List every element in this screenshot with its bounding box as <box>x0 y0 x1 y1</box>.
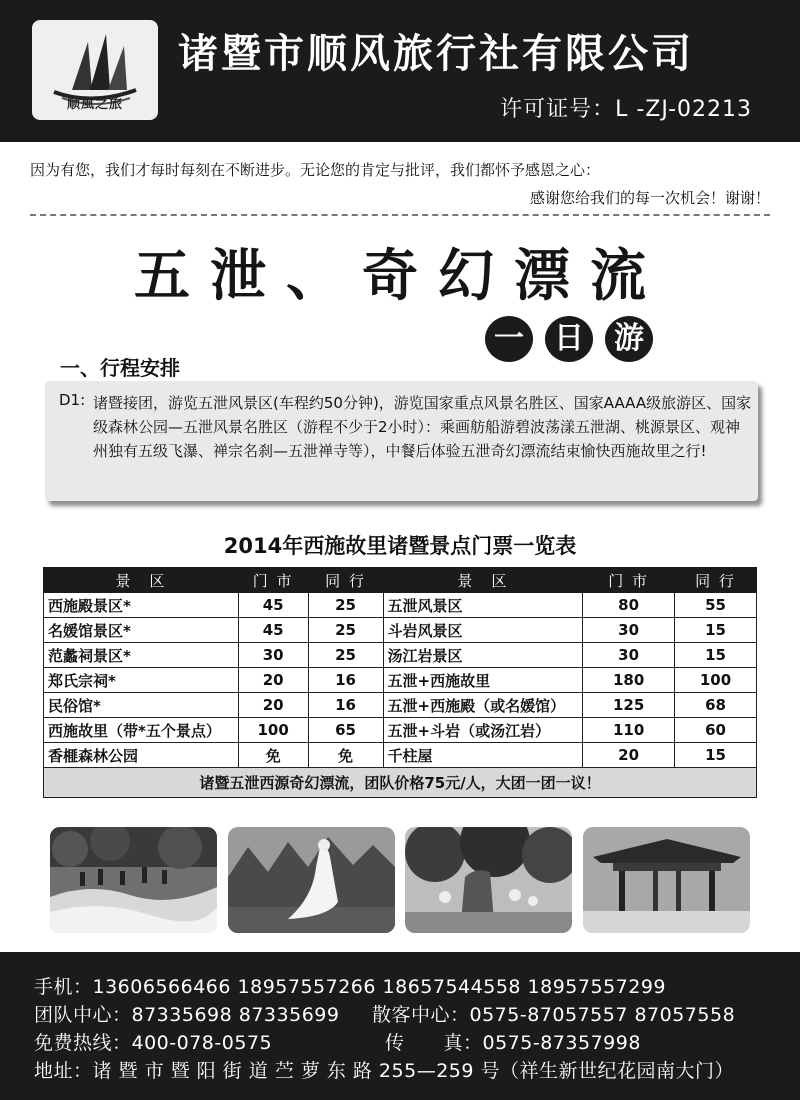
table-cell: 100 <box>238 718 308 743</box>
table-cell: 55 <box>675 593 757 618</box>
fax-number: 传 真：0575-87357998 <box>385 1032 641 1054</box>
table-cell: 名媛馆景区* <box>44 618 239 643</box>
statue-photo <box>228 827 395 933</box>
dashed-divider <box>30 214 770 216</box>
table-cell: 20 <box>583 743 675 768</box>
table-cell: 15 <box>675 743 757 768</box>
table-cell: 65 <box>308 718 383 743</box>
table-cell: 郑氏宗祠* <box>44 668 239 693</box>
table-cell: 25 <box>308 643 383 668</box>
company-name: 诸暨市顺风旅行社有限公司 <box>178 31 694 77</box>
itinerary-text: 诸暨接团，游览五泄风景区(车程约50分钟)，游览国家重点风景名胜区、国家AAAA级旅游区、国家级森林公园—五泄风景名胜区（游程不少于2小时）：乘画舫船游碧波荡漾五泄湖、桃源景区、观神州独有五级飞瀑、禅宗名刹—五泄禅寺等），中餐后体验五泄奇幻漂流结束愉快西施故里之行! <box>93 394 752 460</box>
slogan-line-2: 感谢您给我们的每一次机会！谢谢！ <box>529 189 770 207</box>
table-row <box>44 743 757 768</box>
table-cell: 西施殿景区* <box>44 593 239 618</box>
tour-title: 五泄、奇幻漂流 <box>134 243 666 309</box>
team-center: 团队中心：87335698 87335699 <box>34 1004 340 1026</box>
mobile-numbers: 手机：13606566466 18957557266 18657544558 18957557299 <box>34 976 667 998</box>
day-label: D1: <box>59 391 86 409</box>
table-row <box>44 618 757 643</box>
table-cell: 16 <box>308 668 383 693</box>
table-row <box>44 593 757 618</box>
table-cell: 西施故里（带*五个景点） <box>44 718 239 743</box>
address: 地址：诸 暨 市 暨 阳 街 道 苎 萝 东 路 255—259 号（祥生新世纪花园南大门） <box>34 1060 735 1082</box>
table-cell: 五泄+西施殿（或名媛馆） <box>383 693 583 718</box>
individual-center: 散客中心：0575-87057557 87057558 <box>372 1004 736 1026</box>
badge-1: 一 <box>485 316 533 362</box>
table-cell: 五泄+西施故里 <box>383 668 583 693</box>
license-number: 许可证号：L -ZJ-02213 <box>500 97 752 122</box>
table-row <box>44 693 757 718</box>
table-cell: 45 <box>238 618 308 643</box>
table-cell: 45 <box>238 593 308 618</box>
table-cell: 30 <box>583 643 675 668</box>
table-cell: 15 <box>675 643 757 668</box>
free-hotline: 免费热线：400-078-0575 <box>34 1032 273 1054</box>
table-cell: 30 <box>583 618 675 643</box>
price-table <box>43 567 757 798</box>
contact-footer <box>0 952 800 1100</box>
table-header-row <box>44 568 757 593</box>
badge-2: 日 <box>545 316 593 362</box>
header-retail-price: 门 市 <box>583 568 675 593</box>
table-cell: 五泄+斗岩（或汤江岩） <box>383 718 583 743</box>
header-scenic-area: 景 区 <box>44 568 239 593</box>
table-cell: 110 <box>583 718 675 743</box>
header <box>0 0 800 142</box>
table-note-row <box>44 768 757 798</box>
itinerary-heading: 一、行程安排 <box>60 356 180 380</box>
table-row <box>44 668 757 693</box>
table-cell: 民俗馆* <box>44 693 239 718</box>
table-cell: 20 <box>238 693 308 718</box>
table-cell: 25 <box>308 618 383 643</box>
slogan-line-1: 因为有您，我们才每时每刻在不断进步。无论您的肯定与批评，我们都怀予感恩之心： <box>30 161 601 179</box>
logo <box>32 20 158 120</box>
table-cell: 68 <box>675 693 757 718</box>
table-cell: 60 <box>675 718 757 743</box>
table-cell: 范蠡祠景区* <box>44 643 239 668</box>
logo-text: 顺風之旅 <box>66 97 123 112</box>
table-cell: 斗岩风景区 <box>383 618 583 643</box>
table-cell: 免 <box>238 743 308 768</box>
table-cell: 100 <box>675 668 757 693</box>
table-row <box>44 643 757 668</box>
table-row <box>44 718 757 743</box>
table-cell: 30 <box>238 643 308 668</box>
waterfall-photo <box>50 827 217 933</box>
gate-photo <box>583 827 750 933</box>
header-retail-price: 门 市 <box>238 568 308 593</box>
table-cell: 25 <box>308 593 383 618</box>
table-cell: 16 <box>308 693 383 718</box>
table-cell: 五泄风景区 <box>383 593 583 618</box>
table-cell: 20 <box>238 668 308 693</box>
table-cell: 80 <box>583 593 675 618</box>
header-agency-price: 同 行 <box>675 568 757 593</box>
itinerary-box <box>45 381 758 501</box>
table-note: 诸暨五泄西源奇幻漂流，团队价格75元/人，大团一团一议！ <box>44 768 757 798</box>
table-cell: 180 <box>583 668 675 693</box>
header-agency-price: 同 行 <box>308 568 383 593</box>
price-table-title: 2014年西施故里诸暨景点门票一览表 <box>223 534 577 558</box>
table-cell: 千柱屋 <box>383 743 583 768</box>
tree-photo <box>405 827 572 933</box>
table-cell: 免 <box>308 743 383 768</box>
table-cell: 15 <box>675 618 757 643</box>
table-cell: 125 <box>583 693 675 718</box>
table-cell: 香榧森林公园 <box>44 743 239 768</box>
header-scenic-area: 景 区 <box>383 568 583 593</box>
table-cell: 汤江岩景区 <box>383 643 583 668</box>
badge-3: 游 <box>605 316 653 362</box>
